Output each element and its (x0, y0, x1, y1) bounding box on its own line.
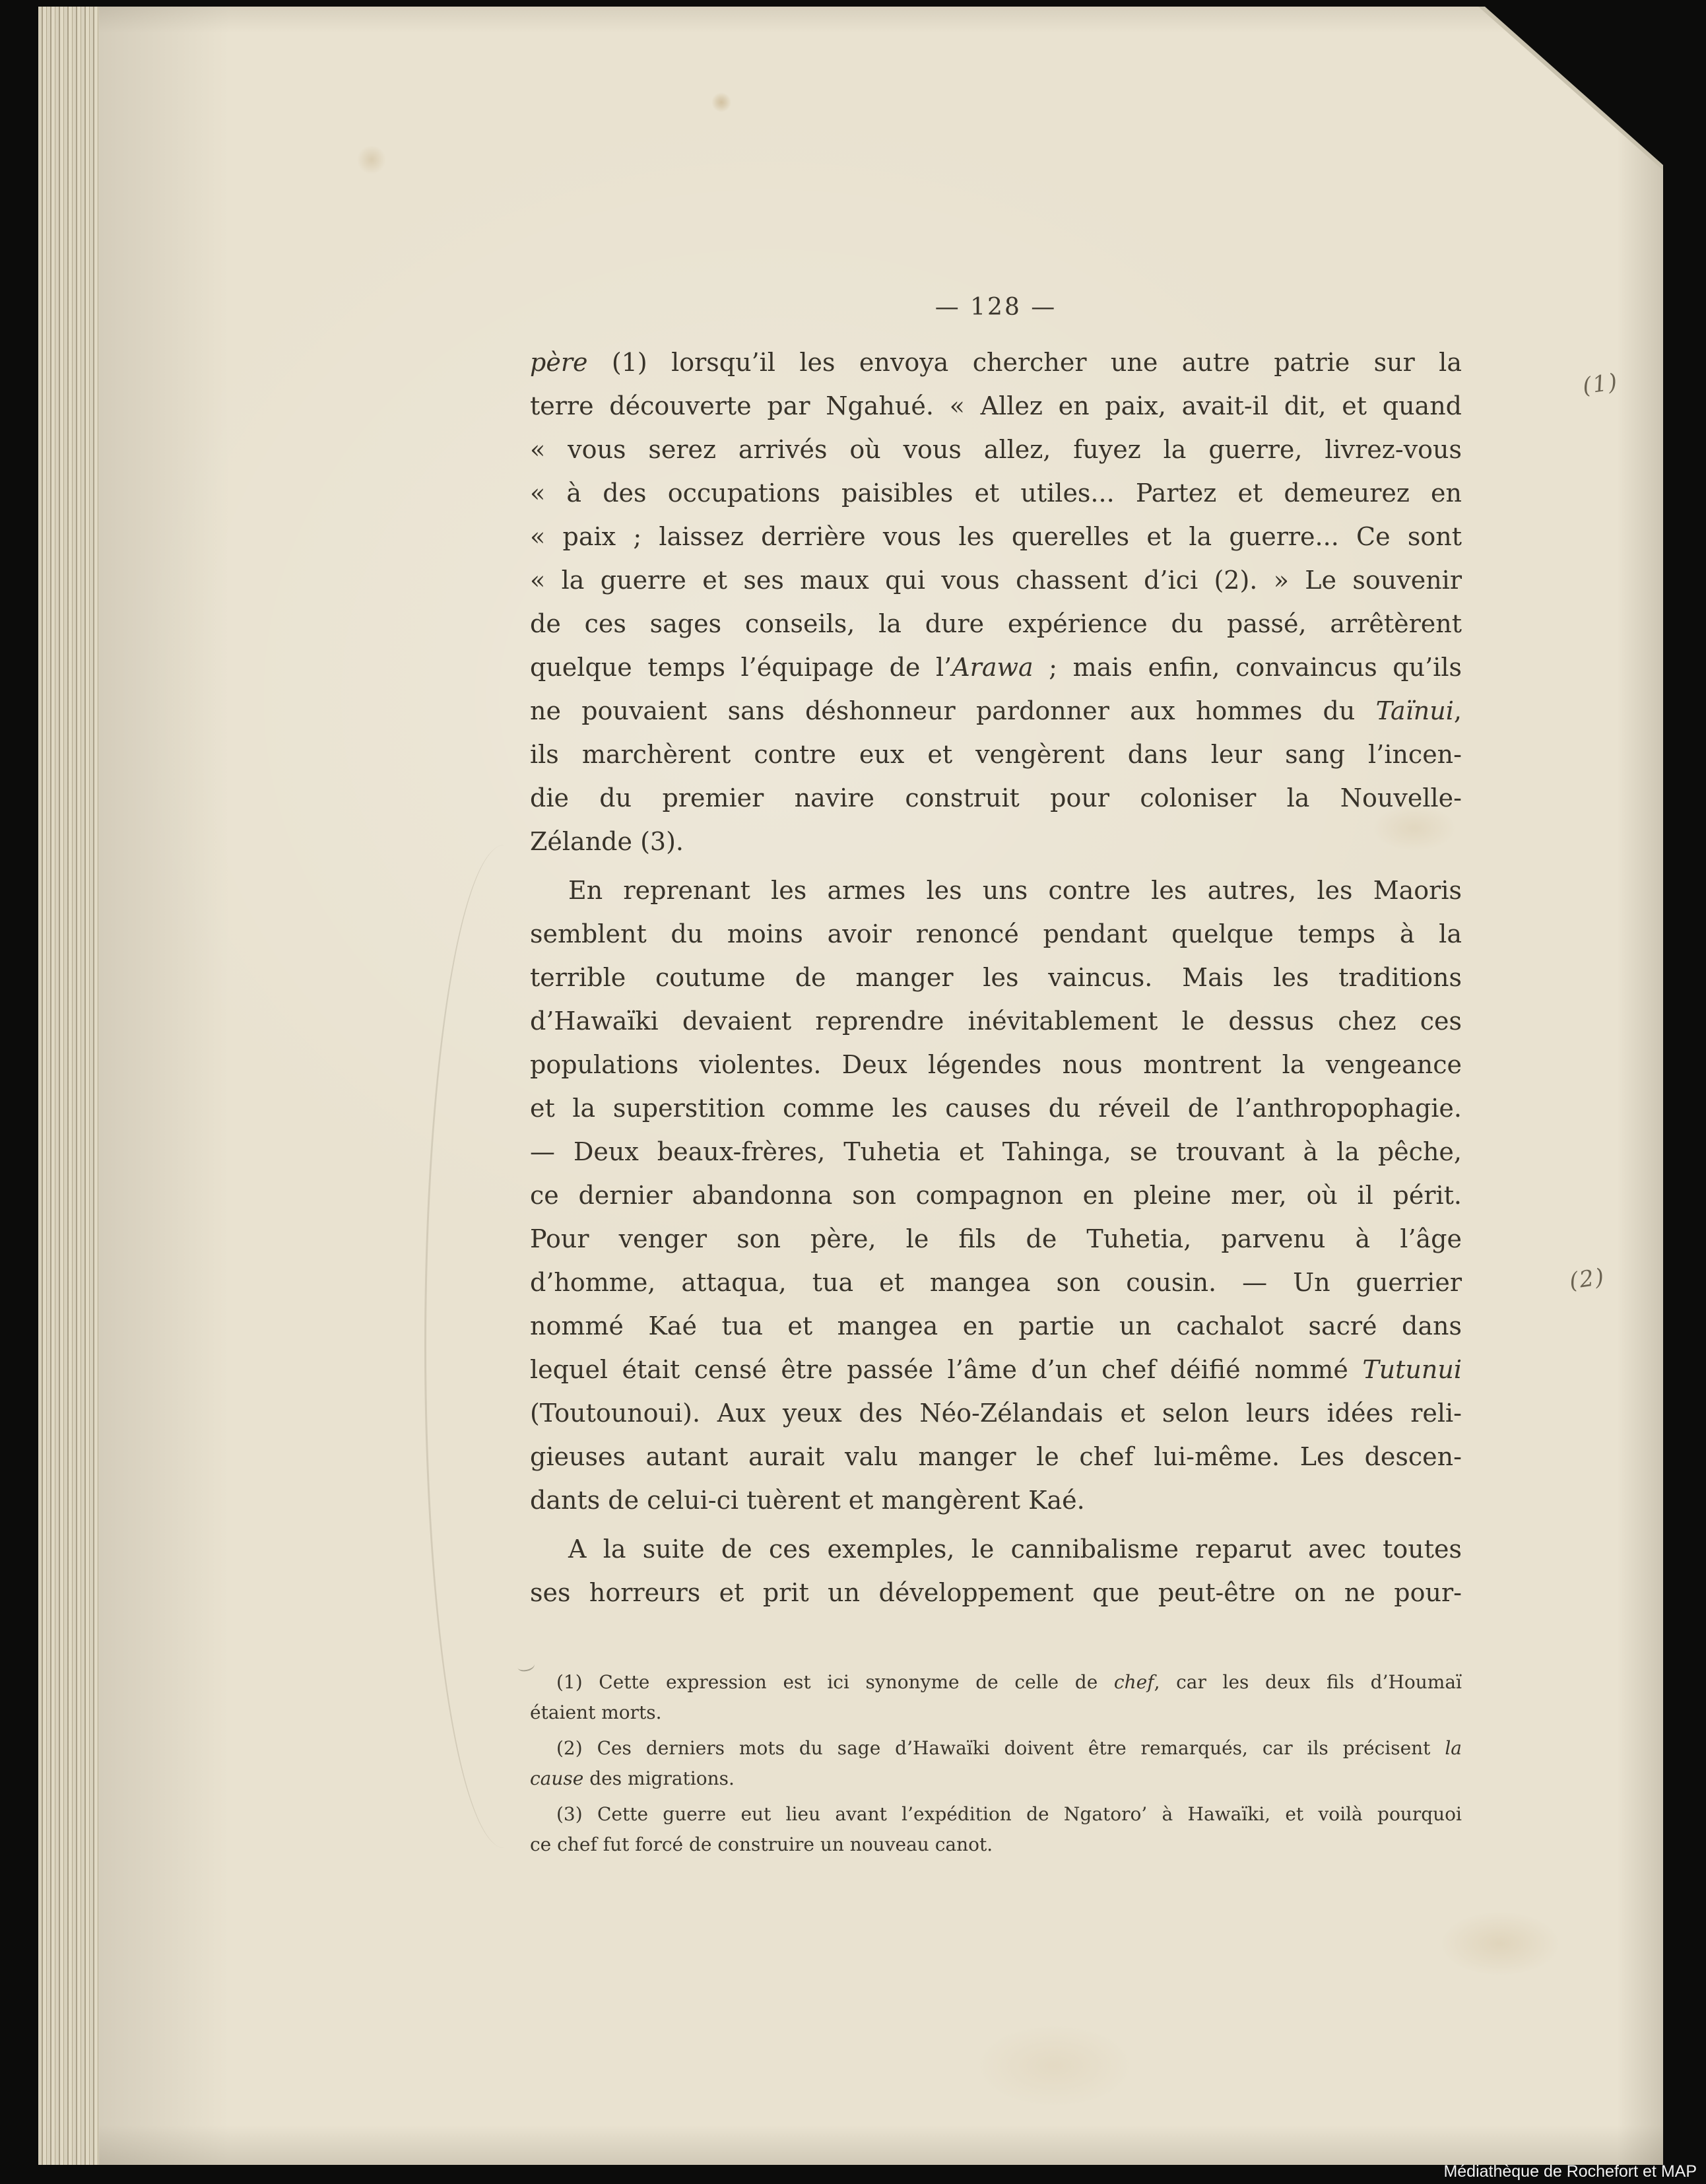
text-segment: , car les deux fils d’Houmaï (1154, 1671, 1462, 1693)
text-segment: (3) Cette guerre eut lieu avant l’expédition de Ngatoro’ à Hawaïki, et voilà pourquoi (556, 1803, 1462, 1825)
text-line (530, 602, 1462, 645)
text-line (530, 1261, 1462, 1304)
text-segment: , (1453, 696, 1462, 725)
text-segment: « la guerre et ses maux qui vous chassent d’ici (2). » Le souvenir (530, 566, 1462, 595)
text-line (530, 1764, 1462, 1794)
italic-text-segment: Arawa (952, 653, 1033, 682)
page-number: — 128 — (935, 294, 1057, 321)
text-segment: étaient morts. (530, 1702, 662, 1723)
handwritten-note-1: (1) (1581, 368, 1620, 400)
text-line (530, 558, 1462, 602)
library-credit-watermark: Médiathèque de Rochefort et MAP (1443, 2162, 1697, 2181)
text-line (530, 1799, 1462, 1830)
text-segment: En reprenant les armes les uns contre les autres, les Maoris (568, 876, 1462, 905)
italic-text-segment: la (1445, 1737, 1462, 1759)
text-segment: terre découverte par Ngahué. « Allez en paix, avait-il dit, et quand (530, 391, 1462, 420)
body-text (530, 341, 1462, 1614)
text-segment: nommé Kaé tua et mangea en partie un cachalot sacré dans (530, 1311, 1462, 1340)
text-line (530, 1348, 1462, 1391)
text-segment: des migrations. (583, 1768, 735, 1789)
text-segment: ne pouvaient sans déshonneur pardonner aux hommes du (530, 696, 1376, 725)
paragraph (530, 1667, 1462, 1728)
text-segment: ; mais enfin, convaincus qu’ils (1033, 653, 1462, 682)
italic-text-segment: Taïnui (1375, 696, 1454, 725)
text-line (530, 1130, 1462, 1174)
text-segment: d’homme, attaqua, tua et mangea son cousin. — Un guerrier (530, 1268, 1462, 1297)
text-segment: — Deux beaux-frères, Tuhetia et Tahinga, se trouvant à la pêche, (530, 1137, 1462, 1166)
paragraph (530, 1799, 1462, 1860)
italic-text-segment: Tutunui (1362, 1355, 1462, 1384)
text-segment: (2) Ces derniers mots du sage d’Hawaïki doivent être remarqués, car ils précisent (556, 1737, 1445, 1759)
text-segment: dants de celui-ci tuèrent et mangèrent Kaé. (530, 1486, 1085, 1515)
paragraph (530, 869, 1462, 1522)
book-page (38, 7, 1663, 2165)
text-line (530, 956, 1462, 999)
text-line (530, 1043, 1462, 1086)
text-line (530, 428, 1462, 471)
text-segment: terrible coutume de manger les vaincus. Mais les traditions (530, 963, 1462, 992)
text-segment: ce dernier abandonna son compagnon en pleine mer, où il périt. (530, 1181, 1462, 1210)
text-line (530, 1217, 1462, 1261)
text-line (530, 1391, 1462, 1435)
text-line (530, 515, 1462, 558)
text-segment: « paix ; laissez derrière vous les querelles et la guerre... Ce sont (530, 522, 1462, 551)
text-line (530, 689, 1462, 733)
text-line (530, 912, 1462, 956)
text-segment: (Toutounoui). Aux yeux des Néo-Zélandais et selon leurs idées reli- (530, 1399, 1462, 1428)
text-segment: lequel était censé être passée l’âme d’un chef déifié nommé (530, 1355, 1363, 1384)
text-segment: (1) Cette expression est ici synonyme de celle de (556, 1671, 1114, 1693)
text-segment: « à des occupations paisibles et utiles... Partez et demeurez en (530, 479, 1462, 508)
text-segment: A la suite de ces exemples, le cannibalisme reparut avec toutes (568, 1535, 1462, 1564)
text-line (530, 1478, 1462, 1522)
text-segment: quelque temps l’équipage de l’ (530, 653, 952, 682)
text-line (530, 1527, 1462, 1571)
handwritten-note-2: (2) (1567, 1263, 1607, 1295)
text-line (530, 1571, 1462, 1614)
paragraph (530, 341, 1462, 863)
text-segment: ce chef fut forcé de construire un nouveau canot. (530, 1834, 993, 1855)
text-line (530, 1174, 1462, 1217)
text-line (530, 384, 1462, 428)
text-segment: ils marchèrent contre eux et vengèrent dans leur sang l’incen- (530, 740, 1462, 769)
text-segment: « vous serez arrivés où vous allez, fuyez la guerre, livrez-vous (530, 435, 1462, 464)
italic-text-segment: cause (530, 1768, 584, 1789)
text-line (530, 999, 1462, 1043)
text-segment: de ces sages conseils, la dure expérience du passé, arrêtèrent (530, 609, 1462, 638)
text-segment: gieuses autant aurait valu manger le chef lui-même. Les descen- (530, 1442, 1462, 1471)
text-segment: populations violentes. Deux légendes nous montrent la vengeance (530, 1050, 1462, 1079)
text-line (530, 733, 1462, 776)
text-line (530, 1435, 1462, 1478)
text-column (530, 294, 1462, 1614)
text-line (530, 820, 1462, 863)
text-line (530, 1698, 1462, 1728)
page-corner-fold (1485, 7, 1663, 165)
italic-text-segment: chef (1113, 1671, 1154, 1693)
text-segment: die du premier navire construit pour coloniser la Nouvelle- (530, 783, 1462, 812)
footnotes (530, 1662, 1462, 1864)
text-line (530, 1830, 1462, 1860)
text-line (530, 869, 1462, 912)
text-segment: Pour venger son père, le fils de Tuhetia, parvenu à l’âge (530, 1224, 1462, 1253)
text-segment: semblent du moins avoir renoncé pendant quelque temps à la (530, 919, 1462, 948)
italic-text-segment: père (530, 348, 588, 377)
text-line (530, 1667, 1462, 1698)
text-segment: d’Hawaïki devaient reprendre inévitablement le dessus chez ces (530, 1007, 1462, 1036)
text-segment: et la superstition comme les causes du réveil de l’anthropophagie. (530, 1094, 1462, 1123)
paragraph (530, 1527, 1462, 1614)
text-line (530, 645, 1462, 689)
text-line (530, 1086, 1462, 1130)
text-segment: (1) lorsqu’il les envoya chercher une autre patrie sur la (587, 348, 1462, 377)
text-line (530, 341, 1462, 384)
text-line (530, 1733, 1462, 1764)
text-segment: ses horreurs et prit un développement que peut-être on ne pour- (530, 1578, 1462, 1607)
text-line (530, 776, 1462, 820)
book-spine-edges (38, 7, 99, 2165)
text-line (530, 471, 1462, 515)
paragraph (530, 1733, 1462, 1794)
text-line (530, 1304, 1462, 1348)
text-segment: Zélande (3). (530, 827, 684, 856)
